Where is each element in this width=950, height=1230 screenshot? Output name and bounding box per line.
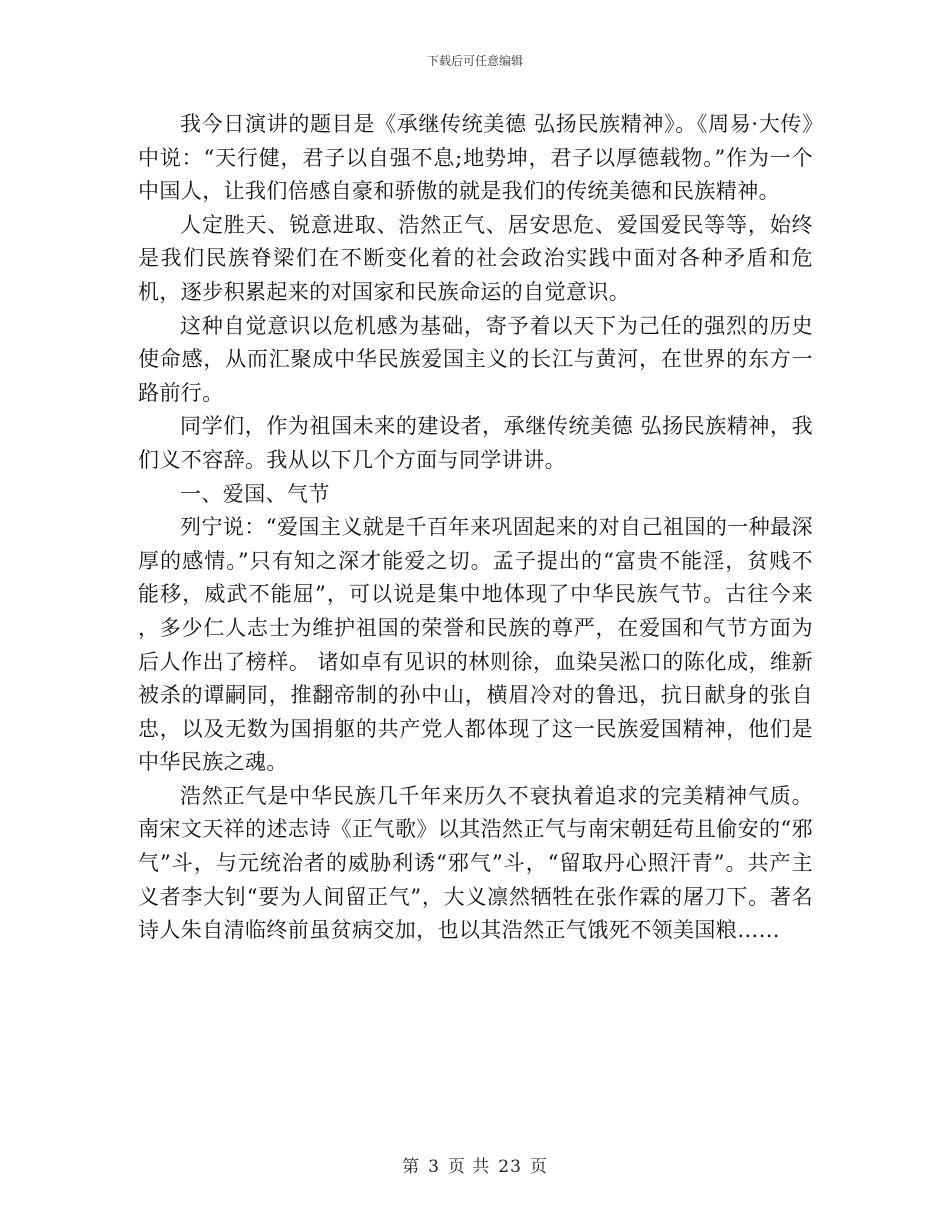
paragraph-righteousness: 浩然正气是中华民族几千年来历久不衰执着追求的完美精神气质。南宋文天祥的述志诗《正气歌》以其浩然正气与南宋朝廷苟且偷安的“邪气”斗，与元统治者的威胁利诱“邪气”斗，“留取丹心照汗青”。共产主义者李大钊“要为人间留正气”，大义凛然牺牲在张作霖的屠刀下。著名诗人朱自清临终前虽贫病交加，也以其浩然正气饿死不领美国粮…… xyxy=(138,783,813,943)
paragraph-intro: 我今日演讲的题目是《承继传统美德 弘扬民族精神》。《周易·大传》中说：“天行健，君子以自强不息;地势坤，君子以厚德载物。”作为一个中国人，让我们倍感自豪和骄傲的就是我们的传统美德和民族精神。 xyxy=(138,112,813,204)
page-header-note: 下载后可任意编辑 xyxy=(426,54,523,68)
footer-current-page: 3 xyxy=(428,1157,440,1177)
document-body xyxy=(138,108,813,948)
paragraph-spirit: 人定胜天、锐意进取、浩然正气、居安思危、爱国爱民等等，始终是我们民族脊梁们在不断变化着的社会政治实践中面对各种矛盾和危机，逐步积累起来的对国家和民族命运的自觉意识。 xyxy=(138,212,813,304)
paragraph-students: 同学们，作为祖国未来的建设者，承继传统美德 弘扬民族精神，我们义不容辞。我从以下几个方面与同学讲讲。 xyxy=(138,414,813,472)
section-heading-patriotism: 一、爱国、气节 xyxy=(180,481,330,506)
footer-prefix: 第 xyxy=(402,1157,421,1177)
paragraph-lenin: 列宁说：“爱国主义就是千百年来巩固起来的对自己祖国的一种最深厚的感情。”只有知之深才能爱之切。孟子提出的“富贵不能淫，贫贱不能移，威武不能屈”，可以说是集中地体现了中华民族气节。古往今来 ，多少仁人志士为维护祖国的荣誉和民族的尊严，在爱国和气节方面为后人作出了榜样。 诸如卓有见识的林则徐，血染吴淞口的陈化成，维新被杀的谭嗣同，推翻帝制的孙中山，横眉冷对的鲁迅，抗日献身的张自忠，以及无数为国捐躯的共产党人都体现了这一民族爱国精神，他们是中华民族之魂。 xyxy=(138,515,813,775)
footer-total-pages: 23 xyxy=(498,1157,522,1177)
page-footer xyxy=(0,1152,950,1177)
footer-suffix: 页 xyxy=(529,1157,548,1177)
paragraph-awareness: 这种自觉意识以危机感为基础，寄予着以天下为己任的强烈的历史使命感，从而汇聚成中华民族爱国主义的长江与黄河，在世界的东方一路前行。 xyxy=(138,313,813,405)
footer-mid: 页 共 xyxy=(447,1157,491,1177)
